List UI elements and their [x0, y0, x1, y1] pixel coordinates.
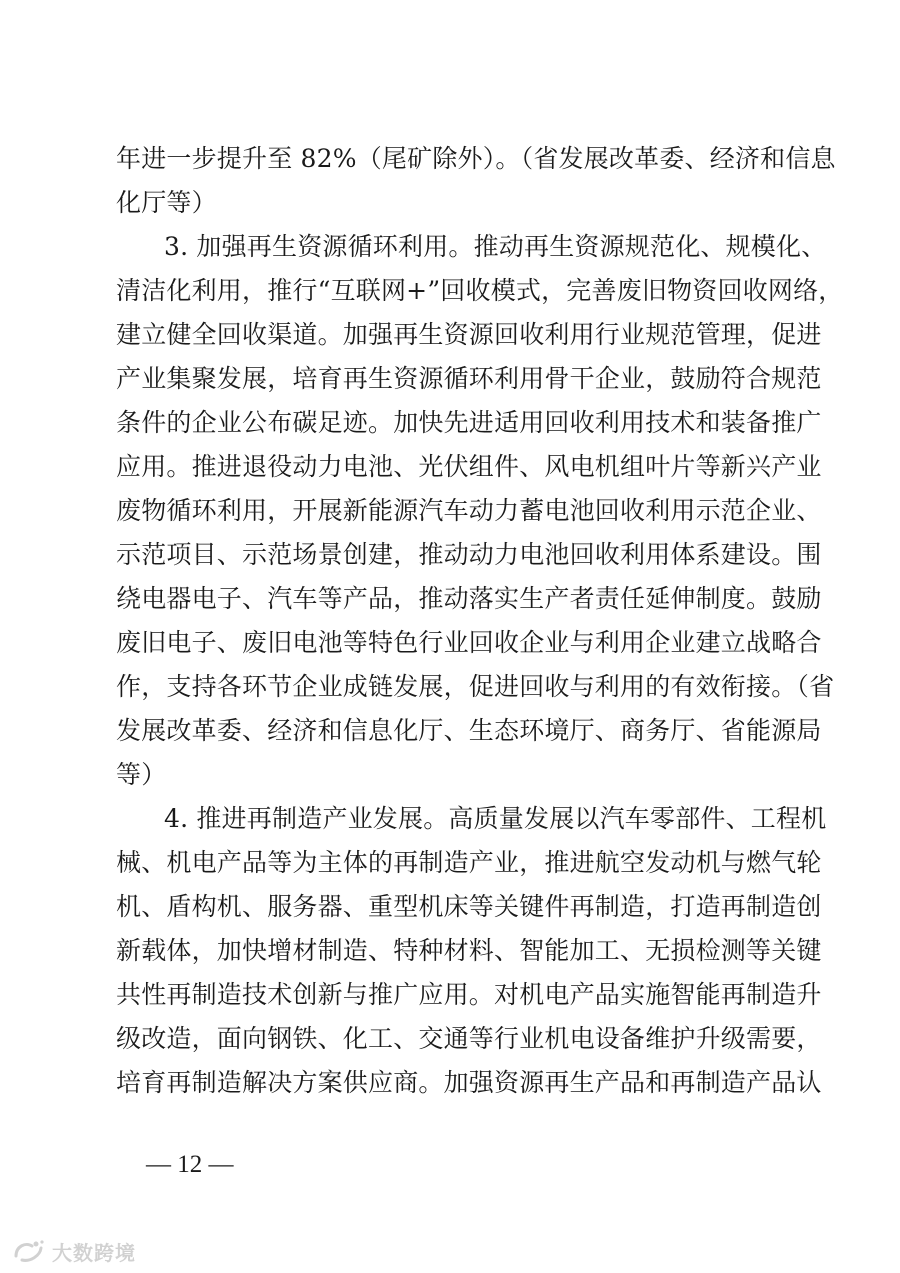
text-line: 化厅等） — [116, 188, 217, 217]
text-line: 新载体，加快增材制造、特种材料、智能加工、无损检测等关键 — [116, 936, 822, 965]
text-line: 作，支持各环节企业成链发展，促进回收与利用的有效衔接。（省 — [116, 672, 835, 701]
logo-icon — [12, 1238, 46, 1264]
text-line: 共性再制造技术创新与推广应用。对机电产品实施智能再制造升 — [116, 980, 822, 1009]
text-line: 级改造，面向钢铁、化工、交通等行业机电设备维护升级需要， — [116, 1024, 822, 1053]
watermark — [12, 1236, 136, 1266]
text-line: 机、盾构机、服务器、重型机床等关键件再制造，打造再制造创 — [116, 892, 822, 921]
text-line: 示范项目、示范场景创建，推动动力电池回收利用体系建设。围 — [116, 540, 822, 569]
text-line: 废旧电子、废旧电池等特色行业回收企业与利用企业建立战略合 — [116, 628, 822, 657]
text-line: 条件的企业公布碳足迹。加快先进适用回收利用技术和装备推广 — [116, 408, 822, 437]
page-number: — 12 — — [146, 1151, 234, 1178]
watermark-text: 大数跨境 — [52, 1240, 136, 1265]
text-line: 绕电器电子、汽车等产品，推动落实生产者责任延伸制度。鼓励 — [116, 584, 822, 613]
text-line: 年进一步提升至 82%（尾矿除外）。（省发展改革委、经济和信息 — [116, 144, 836, 173]
text-line: 等） — [116, 760, 167, 789]
text-line: 培育再制造解决方案供应商。加强资源再生产品和再制造产品认 — [116, 1068, 822, 1097]
section-heading-line: 3. 加强再生资源循环利用。推动再生资源规范化、规模化、 — [164, 232, 827, 261]
text-line: 应用。推进退役动力电池、光伏组件、风电机组叶片等新兴产业 — [116, 452, 822, 481]
text-line: 械、机电产品等为主体的再制造产业，推进航空发动机与燃气轮 — [116, 848, 822, 877]
text-line: 建立健全回收渠道。加强再生资源回收利用行业规范管理，促进 — [116, 320, 822, 349]
text-line: 产业集聚发展，培育再生资源循环利用骨干企业，鼓励符合规范 — [116, 364, 822, 393]
text-line: 发展改革委、经济和信息化厅、生态环境厅、商务厅、省能源局 — [116, 716, 822, 745]
section-heading-line: 4. 推进再制造产业发展。高质量发展以汽车零部件、工程机 — [164, 804, 827, 833]
text-line: 废物循环利用，开展新能源汽车动力蓄电池回收利用示范企业、 — [116, 496, 822, 525]
text-line: 清洁化利用，推行“互联网+”回收模式，完善废旧物资回收网络， — [116, 276, 844, 305]
